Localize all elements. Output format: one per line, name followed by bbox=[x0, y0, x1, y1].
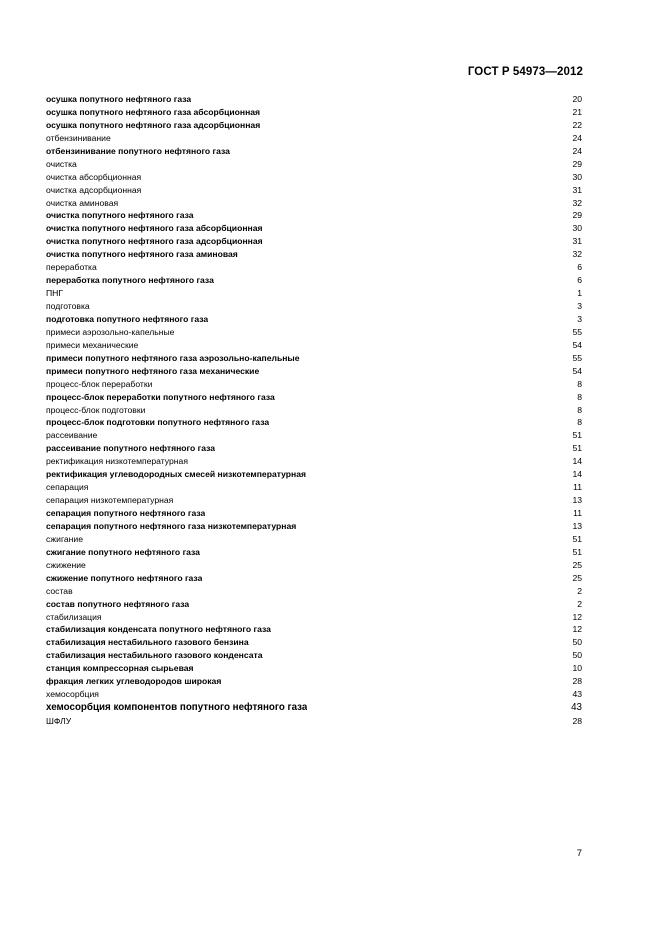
index-term: ректификация низкотемпературная bbox=[46, 456, 188, 467]
index-page-ref: 51 bbox=[572, 443, 582, 454]
index-page-ref: 2 bbox=[577, 585, 582, 596]
index-term: рассеивание попутного нефтяного газа bbox=[46, 443, 216, 454]
index-page-ref: 29 bbox=[572, 210, 582, 221]
index-page-ref: 28 bbox=[572, 716, 582, 727]
index-entry bbox=[46, 623, 582, 636]
index-term: отбензинивание bbox=[46, 132, 111, 143]
index-page-ref: 28 bbox=[572, 676, 582, 687]
index-entry bbox=[46, 391, 582, 404]
index-entry bbox=[46, 611, 582, 624]
index-entry bbox=[46, 235, 582, 248]
index-entry bbox=[46, 339, 582, 352]
index-entry bbox=[46, 119, 582, 132]
index-page-ref: 13 bbox=[572, 520, 582, 531]
index-entry bbox=[46, 184, 582, 197]
index-term: ректификация углеводородных смесей низкотемпературная bbox=[46, 469, 307, 480]
index-page-ref: 8 bbox=[577, 404, 582, 415]
index-term: подготовка попутного нефтяного газа bbox=[46, 313, 209, 324]
index-entry bbox=[46, 507, 582, 520]
index-entry bbox=[46, 572, 582, 585]
index-page-ref: 22 bbox=[572, 119, 582, 130]
index-entry bbox=[46, 585, 582, 598]
index-term: примеси попутного нефтяного газа аэрозольно-капельные bbox=[46, 352, 300, 363]
index-term: стабилизация bbox=[46, 611, 102, 622]
index-entry bbox=[46, 494, 582, 507]
index-term: хемосорбция компонентов попутного нефтяного газа bbox=[46, 702, 308, 714]
index-page-ref: 54 bbox=[572, 339, 582, 350]
index-term: сжижение попутного нефтяного газа bbox=[46, 572, 203, 583]
index-page-ref: 12 bbox=[572, 624, 582, 635]
index-entry bbox=[46, 313, 582, 326]
index-page-ref: 8 bbox=[577, 417, 582, 428]
index-term: очистка аминовая bbox=[46, 197, 119, 208]
index-entry bbox=[46, 158, 582, 171]
index-page-ref: 1 bbox=[577, 288, 582, 299]
index-page-ref: 11 bbox=[573, 482, 582, 493]
index-term: процесс-блок переработки bbox=[46, 378, 153, 389]
index-term: подготовка bbox=[46, 301, 90, 311]
index-term: очистка попутного нефтяного газа адсорбционная bbox=[46, 236, 263, 247]
index-entry bbox=[46, 171, 582, 184]
index-entry bbox=[46, 688, 582, 701]
index-term: осушка попутного нефтяного газа абсорбционная bbox=[46, 106, 261, 117]
page-number: 7 bbox=[576, 848, 582, 859]
index-entry bbox=[46, 248, 582, 261]
index-entry bbox=[46, 715, 582, 728]
index-page-ref: 25 bbox=[572, 559, 582, 570]
index-page-ref: 2 bbox=[577, 598, 582, 609]
index-page-ref: 13 bbox=[572, 495, 582, 506]
index-page-ref: 31 bbox=[572, 184, 582, 195]
document-id: ГОСТ Р 54973—2012 bbox=[467, 66, 583, 78]
index-term: сепарация попутного нефтяного газа низкотемпературная bbox=[46, 520, 297, 531]
index-page-ref: 43 bbox=[572, 689, 582, 700]
index-entry bbox=[46, 209, 582, 222]
index-page-ref: 20 bbox=[572, 94, 582, 104]
index-page-ref: 29 bbox=[572, 158, 582, 169]
index-entry bbox=[46, 274, 582, 287]
index-page-ref: 51 bbox=[572, 546, 582, 557]
index-entry bbox=[46, 404, 582, 417]
index-term: осушка попутного нефтяного газа адсорбционная bbox=[46, 119, 261, 130]
index-page-ref: 21 bbox=[572, 106, 582, 117]
index-entry bbox=[46, 93, 582, 106]
index-entry bbox=[46, 429, 582, 442]
index-page-ref: 31 bbox=[572, 236, 582, 247]
index-term: стабилизация нестабильного газового конденсата bbox=[46, 650, 263, 661]
index-page-ref: 3 bbox=[577, 301, 582, 311]
index-term: процесс-блок подготовки попутного нефтяного газа bbox=[46, 417, 270, 428]
index-entry bbox=[46, 520, 582, 533]
index-page-ref: 10 bbox=[572, 663, 582, 674]
index-page-ref: 51 bbox=[572, 533, 582, 544]
index-term: очистка bbox=[46, 158, 77, 169]
index-term: осушка попутного нефтяного газа bbox=[46, 94, 192, 104]
index-term: станция компрессорная сырьевая bbox=[46, 663, 194, 674]
index-term: примеси механические bbox=[46, 339, 139, 350]
index-term: фракция легких углеводородов широкая bbox=[46, 676, 222, 687]
index-page-ref: 6 bbox=[577, 275, 582, 286]
index-entry bbox=[46, 701, 582, 715]
alphabetical-index bbox=[46, 93, 582, 728]
index-entry bbox=[46, 261, 582, 274]
index-entry bbox=[46, 598, 582, 611]
index-term: очистка попутного нефтяного газа аминовая bbox=[46, 249, 238, 260]
index-term: стабилизация нестабильного газового бензина bbox=[46, 637, 249, 648]
index-entry bbox=[46, 662, 582, 675]
index-page-ref: 30 bbox=[572, 223, 582, 234]
index-entry bbox=[46, 300, 582, 313]
index-page-ref: 51 bbox=[572, 430, 582, 441]
index-term: процесс-блок подготовки bbox=[46, 404, 146, 415]
index-page-ref: 12 bbox=[572, 611, 582, 622]
index-page-ref: 3 bbox=[577, 313, 582, 324]
index-entry bbox=[46, 468, 582, 481]
index-entry bbox=[46, 533, 582, 546]
index-term: примеси попутного нефтяного газа механические bbox=[46, 365, 260, 376]
index-entry bbox=[46, 365, 582, 378]
index-entry bbox=[46, 132, 582, 145]
index-term: состав bbox=[46, 585, 73, 596]
index-term: очистка адсорбционная bbox=[46, 184, 142, 195]
index-term: стабилизация конденсата попутного нефтяного газа bbox=[46, 624, 271, 635]
index-page-ref: 6 bbox=[577, 262, 582, 273]
index-entry bbox=[46, 145, 582, 158]
index-term: отбензинивание попутного нефтяного газа bbox=[46, 145, 230, 156]
index-page-ref: 50 bbox=[572, 637, 582, 648]
index-entry bbox=[46, 559, 582, 572]
index-entry bbox=[46, 222, 582, 235]
index-page-ref: 43 bbox=[571, 702, 582, 714]
index-page-ref: 24 bbox=[572, 145, 582, 156]
index-page-ref: 32 bbox=[572, 249, 582, 260]
index-entry bbox=[46, 649, 582, 662]
index-term: сепарация bbox=[46, 482, 89, 493]
index-term: сжижение bbox=[46, 559, 86, 570]
index-entry bbox=[46, 287, 582, 300]
index-entry bbox=[46, 197, 582, 210]
index-entry bbox=[46, 416, 582, 429]
index-entry bbox=[46, 326, 582, 339]
index-entry bbox=[46, 442, 582, 455]
index-entry bbox=[46, 378, 582, 391]
index-entry bbox=[46, 546, 582, 559]
index-term: процесс-блок переработки попутного нефтяного газа bbox=[46, 391, 275, 402]
index-page-ref: 30 bbox=[572, 171, 582, 182]
index-term: очистка абсорбционная bbox=[46, 171, 142, 182]
index-term: переработка попутного нефтяного газа bbox=[46, 275, 214, 286]
index-term: переработка bbox=[46, 262, 97, 273]
index-page-ref: 8 bbox=[577, 378, 582, 389]
index-page-ref: 54 bbox=[572, 365, 582, 376]
index-term: ПНГ bbox=[46, 288, 64, 299]
index-page-ref: 32 bbox=[572, 197, 582, 208]
index-term: сепарация низкотемпературная bbox=[46, 495, 174, 506]
index-page-ref: 24 bbox=[572, 132, 582, 143]
index-term: сжигание bbox=[46, 533, 83, 544]
index-page-ref: 11 bbox=[573, 508, 582, 518]
index-term: рассеивание bbox=[46, 430, 98, 441]
index-entry bbox=[46, 636, 582, 649]
index-entry bbox=[46, 675, 582, 688]
index-entry bbox=[46, 455, 582, 468]
index-page-ref: 50 bbox=[572, 650, 582, 661]
index-entry bbox=[46, 481, 582, 494]
index-term: хемосорбция bbox=[46, 689, 99, 700]
index-page-ref: 55 bbox=[572, 326, 582, 337]
index-term: ШФЛУ bbox=[46, 716, 72, 727]
index-page-ref: 8 bbox=[577, 391, 582, 402]
index-entry bbox=[46, 106, 582, 119]
index-page-ref: 25 bbox=[572, 572, 582, 583]
index-term: сепарация попутного нефтяного газа bbox=[46, 508, 206, 518]
index-term: состав попутного нефтяного газа bbox=[46, 598, 190, 609]
index-term: сжигание попутного нефтяного газа bbox=[46, 546, 200, 557]
index-term: примеси аэрозольно-капельные bbox=[46, 326, 175, 337]
index-term: очистка попутного нефтяного газа абсорбционная bbox=[46, 223, 263, 234]
index-page-ref: 14 bbox=[572, 469, 582, 480]
index-page-ref: 14 bbox=[572, 456, 582, 467]
index-entry bbox=[46, 352, 582, 365]
index-term: очистка попутного нефтяного газа bbox=[46, 210, 194, 221]
index-page-ref: 55 bbox=[572, 352, 582, 363]
